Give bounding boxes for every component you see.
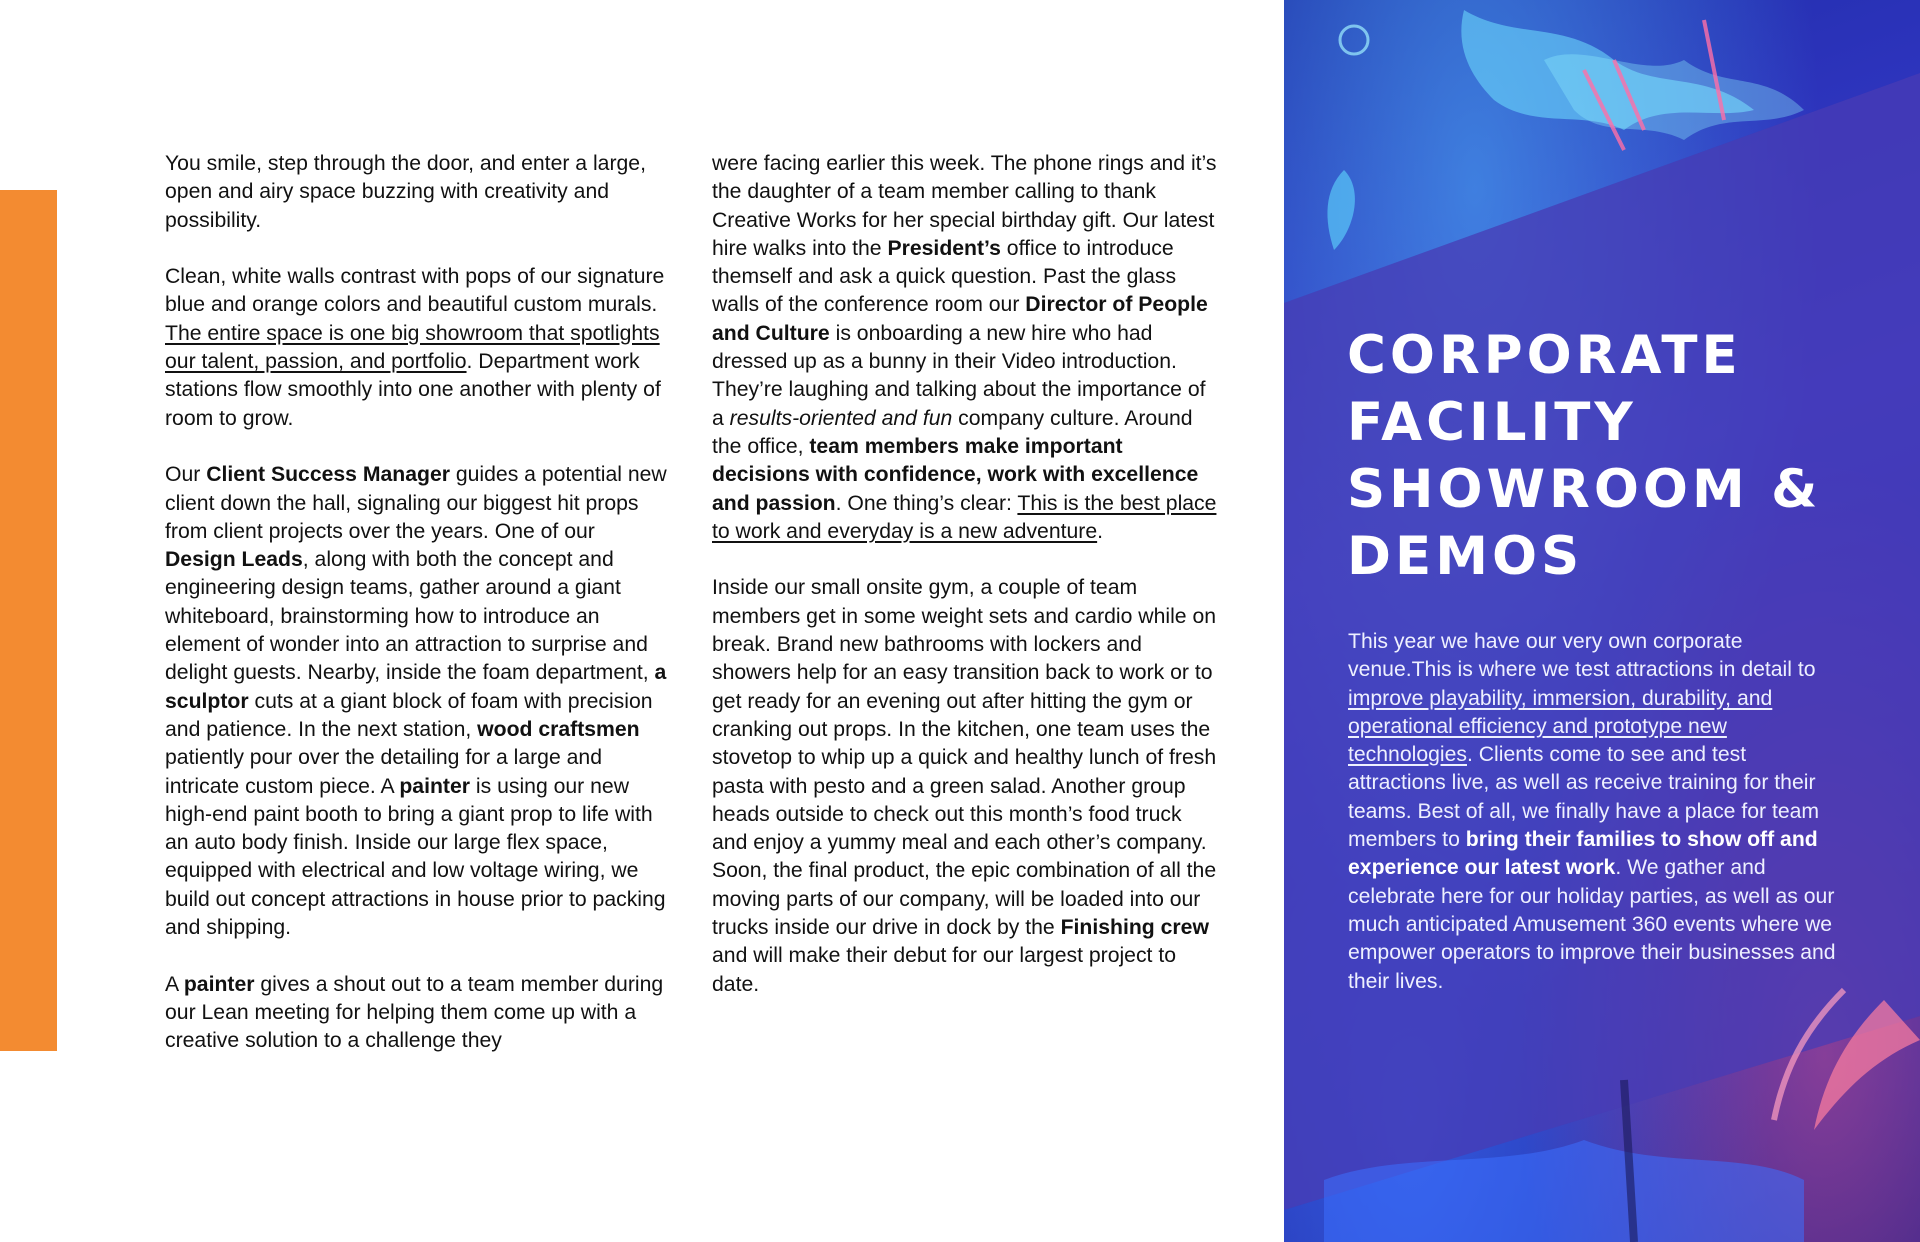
- panel-title: [1347, 322, 1887, 590]
- bold-text: painter: [399, 774, 470, 798]
- title-line: DEMOS: [1347, 526, 1584, 587]
- text-run: A: [165, 972, 184, 996]
- text-run: is onboarding a new hire who had dressed up as a bunny in their Video introduction. They’re laughing and talking about the importance of a: [712, 321, 1206, 430]
- paragraph-culture: [712, 150, 1217, 546]
- bold-text: a sculptor: [165, 661, 667, 713]
- text-run: company culture. Around the office,: [712, 406, 1193, 458]
- title-line: CORPORATE: [1347, 325, 1742, 386]
- bold-text: bring their families to show off and experience our latest work: [1348, 828, 1818, 880]
- paragraph-shoutout: [165, 971, 670, 1056]
- paragraph-teams: [165, 461, 670, 942]
- text-run: patiently pour over the detailing for a large and intricate custom piece. A: [165, 746, 602, 798]
- underlined-text: The entire space is one big showroom that spotlights our talent, passion, and portfolio: [165, 321, 660, 374]
- text-run: You smile, step through the door, and enter a large, open and airy space buzzing with creativity and possibility.: [165, 152, 646, 232]
- text-run: were facing earlier this week. The phone rings and it’s the daughter of a team member calling to thank Creative Works for her special birthday gift. Our latest hire walks into the: [712, 152, 1217, 260]
- bold-text: painter: [183, 972, 255, 996]
- underlined-text: improve playability, immersion, durability, and operational efficiency and prototype new technologies: [1348, 686, 1773, 767]
- glow-ring: [1340, 26, 1368, 54]
- text-run: guides a potential new client down the hall, signaling our biggest hit props from client projects over the years. One of our: [165, 463, 667, 543]
- right-text-column: [712, 150, 1217, 1027]
- text-run: office to introduce themself and ask a quick question. Past the glass walls of the conference room our: [712, 236, 1177, 317]
- text-run: .: [1097, 519, 1104, 543]
- paragraph-walls: [165, 263, 670, 433]
- text-run: . One thing’s clear:: [835, 491, 1018, 515]
- glow-bulb: [1327, 170, 1354, 250]
- paragraph-entrance: [165, 150, 670, 235]
- underlined-text: This is the best place to work and everyday is a new adventure: [712, 491, 1217, 543]
- text-run: Clean, white walls contrast with pops of our signature blue and orange colors and beautiful custom murals.: [165, 265, 665, 317]
- bold-text: Finishing crew: [1060, 916, 1209, 940]
- title-line: FACILITY: [1347, 392, 1637, 453]
- bold-text: team members make important decisions with confidence, work with excellence and passion: [712, 434, 1199, 515]
- title-line: SHOWROOM &: [1347, 459, 1822, 520]
- panel-body-text: [1348, 628, 1848, 996]
- bold-text: President’s: [887, 236, 1001, 260]
- text-run: and will make their debut for our largest project to date.: [712, 944, 1177, 996]
- text-run: . We gather and celebrate here for our holiday parties, as well as our much anticipated Amusement 360 events where we empower operators to improve their businesses and their lives.: [1348, 856, 1836, 993]
- text-run: Our: [165, 463, 207, 487]
- text-run: This year we have our very own corporate venue.This is where we test attractions in detail to: [1348, 630, 1816, 682]
- text-run: is using our new high-end paint booth to bring a giant prop to life with an auto body finish. Inside our large flex space, equipped with electrical and low voltage wiring, we build out concept attractions in house prior to packing and shipping.: [165, 774, 666, 940]
- bold-text: wood craftsmen: [477, 717, 640, 741]
- text-run: gives a shout out to a team member during our Lean meeting for helping them come up with a creative solution to a challenge they: [165, 972, 664, 1053]
- paragraph-gym: [712, 574, 1217, 998]
- foliage-glow-mid: [1544, 54, 1804, 140]
- glow-mural-background: [1284, 0, 1920, 1242]
- feature-panel: [1284, 0, 1920, 1242]
- text-run: . Clients come to see and test attractions live, as well as receive training for their teams. Best of all, we finally have a place for team members to: [1348, 743, 1820, 852]
- italic-text: results-oriented and fun: [729, 406, 953, 430]
- text-run: . Department work stations flow smoothly into one another with plenty of room to grow.: [165, 350, 661, 430]
- bold-text: Client Success Manager: [206, 463, 450, 487]
- text-run: Inside our small onsite gym, a couple of team members get in some weight sets and cardio while on break. Brand new bathrooms with lockers and showers help for an easy transition back to work or to get ready for an evening out after hitting the gym or cranking out props. In the kitchen, one team uses the stovetop to whip up a quick and healthy lunch of fresh pasta with pesto and a green salad. Another group heads outside to check out this month’s food truck and enjoy a yummy meal and each other’s company. Soon, the final product, the epic combination of all the moving parts of our company, will be loaded into our trucks inside our drive in dock by the: [712, 576, 1217, 940]
- left-text-column: [165, 150, 670, 1084]
- orange-accent-bar: [0, 190, 57, 1051]
- text-run: cuts at a giant block of foam with precision and patience. In the next station,: [165, 689, 653, 741]
- bold-text: Design Leads: [165, 548, 303, 572]
- text-run: , along with both the concept and engineering design teams, gather around a giant whiteboard, brainstorming how to introduce an element of wonder into an attraction to surprise and delight guests. Nearby, inside the foam department,: [165, 548, 655, 685]
- bold-text: Director of People and Culture: [712, 293, 1208, 345]
